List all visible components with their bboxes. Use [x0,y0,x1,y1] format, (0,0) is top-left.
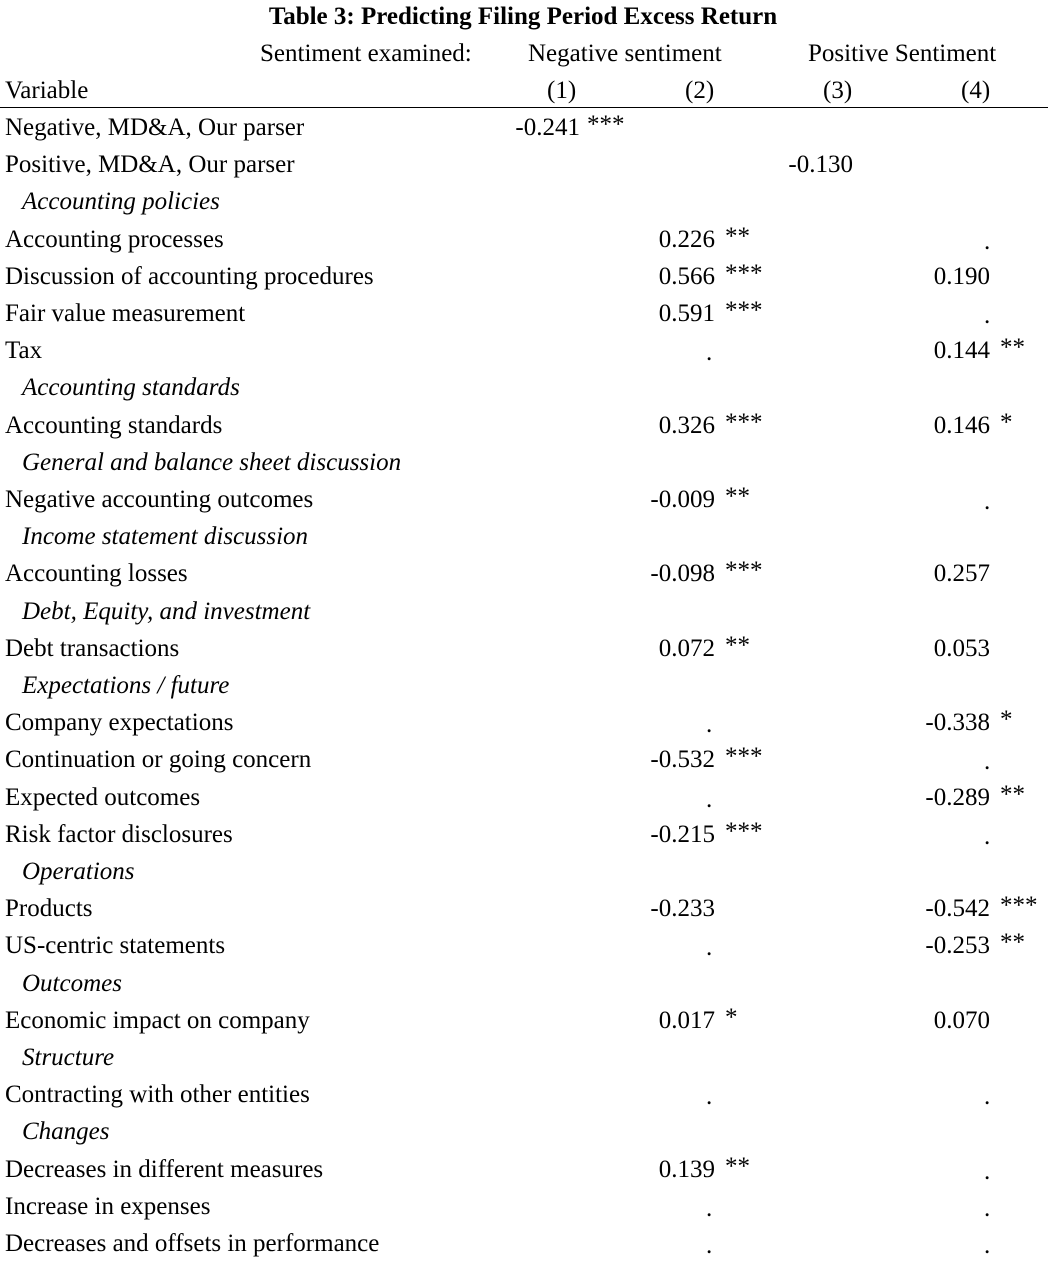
empty-cell-marker: . [706,711,713,739]
empty-cell-marker: . [984,1083,991,1111]
row-label: Positive, MD&A, Our parser [5,151,295,179]
column-header-2: (2) [685,77,715,104]
empty-cell-marker: . [706,934,713,962]
coefficient-value: 0.226 [658,225,715,253]
empty-cell-marker: . [984,1194,991,1222]
significance-stars: ** [725,483,750,510]
significance-stars: ** [1000,929,1025,957]
section-header-row [0,597,1056,634]
significance-stars: ** [1000,334,1025,362]
sentiment-examined-label: Sentiment examined: [260,40,472,67]
significance-stars: *** [725,408,763,436]
empty-cell-marker: . [984,227,991,255]
section-label: Outcomes [22,969,122,997]
row-label: Decreases and offsets in performance [5,1230,380,1257]
column-header-1: (1) [547,77,577,104]
positive-sentiment-header: Positive Sentiment [808,40,997,67]
row-label: Discussion of accounting procedures [5,262,374,290]
empty-cell-marker: . [706,785,713,813]
table-row [0,1152,1056,1192]
significance-stars: ** [725,1152,750,1180]
table-row [0,485,1056,522]
coefficient-value: -0.098 [650,560,715,588]
coefficient-value: 0.190 [933,262,990,290]
coefficient-value: -0.130 [788,151,853,179]
table-row [0,299,1056,336]
row-label: Decreases in different measures [5,1155,324,1183]
row-label: Risk factor disclosures [5,820,233,848]
coefficient-value: -0.241 [515,114,580,141]
table-row [0,1080,1056,1117]
section-label: Expectations / future [22,672,230,699]
table-row [0,222,1056,262]
section-header-row [0,187,1056,224]
coefficient-value: -0.233 [650,895,715,923]
significance-stars: *** [725,817,763,845]
row-label: US-centric statements [5,932,226,960]
significance-stars: * [1000,706,1013,734]
significance-stars: *** [725,557,763,585]
table-row [0,780,1056,820]
column-header-3: (3) [823,77,853,104]
section-header-row [0,522,1056,559]
empty-cell-marker: . [706,339,713,367]
section-label: Income statement discussion [22,523,309,551]
section-header-row [0,857,1056,894]
row-label: Accounting standards [5,411,223,439]
significance-stars: ** [1000,780,1025,808]
table-row [0,1192,1056,1229]
significance-stars: * [1000,408,1013,436]
empty-cell-marker: . [984,302,991,329]
coefficient-value: 0.146 [933,411,990,439]
column-header-4: (4) [961,77,991,104]
section-header-row [0,1043,1056,1080]
table-row [0,894,1056,931]
table-row [0,259,1056,299]
empty-cell-marker: . [984,1232,991,1259]
section-header-row [0,448,1056,485]
row-label: Company expectations [5,709,234,737]
coefficient-value: 0.139 [658,1155,715,1183]
section-label: Accounting standards [22,374,240,402]
coefficient-value: 0.070 [933,1006,990,1034]
table-row [0,408,1056,448]
coefficient-value: -0.253 [925,932,990,960]
coefficient-value: -0.338 [925,709,990,737]
significance-stars: *** [725,297,763,324]
header-rule [0,107,1048,108]
empty-cell-marker: . [984,748,991,776]
empty-cell-marker: . [706,1194,713,1222]
table-row [0,745,1056,782]
significance-stars: *** [587,111,625,138]
significance-stars: *** [725,259,763,287]
section-header-row [0,1117,1056,1154]
section-label: Debt, Equity, and investment [22,597,311,625]
section-header-row [0,969,1056,1006]
table-row [0,708,1056,745]
negative-sentiment-header: Negative sentiment [528,40,722,67]
row-label: Debt transactions [5,634,180,662]
row-label: Contracting with other entities [5,1081,310,1109]
row-label: Negative accounting outcomes [5,486,314,513]
section-label: Changes [22,1118,110,1146]
significance-stars: *** [1000,892,1038,920]
coefficient-value: 0.144 [933,337,990,365]
section-header-row [0,671,1056,708]
row-label: Tax [5,337,43,365]
table-row [0,559,1056,596]
table-row [0,931,1056,968]
section-header-row [0,373,1056,410]
row-label: Expected outcomes [5,783,201,811]
coefficient-value: 0.072 [658,634,715,662]
row-label: Continuation or going concern [5,746,312,774]
table-row [0,336,1056,373]
table-title: Table 3: Predicting Filing Period Excess Return [268,3,778,30]
row-label: Negative, MD&A, Our parser [5,114,305,141]
coefficient-value: -0.542 [925,895,990,923]
row-label: Products [5,895,93,923]
section-label: Structure [22,1044,115,1071]
table-row [0,1229,1056,1266]
section-label: General and balance sheet discussion [22,448,402,476]
coefficient-value: 0.591 [658,300,715,327]
coefficient-value: -0.532 [650,746,715,774]
empty-cell-marker: . [984,488,991,515]
row-label: Accounting processes [5,225,224,253]
coefficient-value: -0.215 [650,820,715,848]
variable-header: Variable [5,77,89,104]
empty-cell-marker: . [706,1083,713,1111]
row-label: Economic impact on company [5,1006,310,1034]
section-label: Accounting policies [22,188,220,216]
row-label: Increase in expenses [5,1192,211,1220]
empty-cell-marker: . [984,822,991,850]
row-label: Accounting losses [5,560,188,588]
empty-cell-marker: . [706,1232,713,1259]
row-label: Fair value measurement [5,300,246,327]
table-row [0,1003,1056,1043]
table-row [0,817,1056,857]
coefficient-value: 0.566 [658,262,715,290]
coefficient-value: 0.053 [933,634,990,662]
significance-stars: ** [725,222,750,250]
coefficient-value: 0.326 [658,411,715,439]
significance-stars: * [725,1003,738,1031]
section-label: Operations [22,858,135,885]
significance-stars: *** [725,743,763,771]
coefficient-value: -0.009 [650,486,715,513]
significance-stars: ** [725,631,750,659]
table-row [0,631,1056,671]
table-row [0,113,1056,150]
coefficient-value: -0.289 [925,783,990,811]
coefficient-value: 0.017 [658,1006,715,1034]
table-row [0,150,1056,187]
coefficient-value: 0.257 [933,560,990,588]
empty-cell-marker: . [984,1157,991,1185]
